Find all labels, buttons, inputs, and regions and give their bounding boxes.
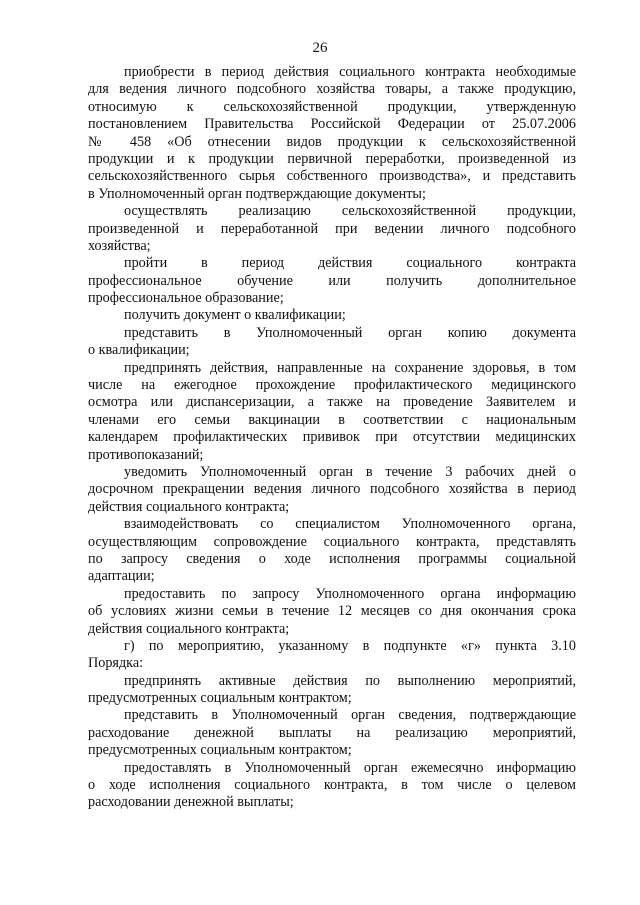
text-line: об условиях жизни семьи в течение 12 месяцев со дня окончания срока <box>88 603 576 620</box>
text-line: профессиональное образование; <box>88 290 284 307</box>
document-body <box>88 64 576 812</box>
text-line: представить в Уполномоченный орган копию документа <box>124 324 576 341</box>
text-line: хозяйства; <box>88 237 151 254</box>
text-line: представить в Уполномоченный орган сведения, подтверждающие <box>124 707 576 724</box>
text-line: по запросу сведения о ходе исполнения программы социальной <box>88 550 576 567</box>
text-line: предпринять действия, направленные на сохранение здоровья, в том <box>124 359 576 376</box>
text-line: осуществляющим сопровождение социального контракта, представлять <box>88 533 576 550</box>
text-line: расходовании денежной выплаты; <box>88 794 294 811</box>
text-line: предусмотренных социальным контрактом; <box>88 742 352 759</box>
text-line: Порядка: <box>88 655 144 672</box>
text-line: относимую к сельскохозяйственной продукции, утвержденную <box>88 98 576 115</box>
text-line: о квалификации; <box>88 342 190 359</box>
text-line: предпринять активные действия по выполнению мероприятий, <box>124 672 576 689</box>
text-line: действия социального контракта; <box>88 498 290 515</box>
text-line: предоставить по запросу Уполномоченного органа информацию <box>124 585 576 602</box>
text-line: числе на ежегодное прохождение профилактического медицинского <box>88 377 576 394</box>
text-line: о ходе исполнения социального контракта, в том числе о целевом <box>88 777 576 794</box>
text-line: № 458 «Об отнесении видов продукции к сельскохозяйственной <box>88 133 576 150</box>
text-line: для ведения личного подсобного хозяйства товары, а также продукцию, <box>88 81 576 98</box>
text-line: сельскохозяйственного сырья собственного производства», и представить <box>88 168 576 185</box>
text-line: календарем профилактических прививок при отсутствии медицинских <box>88 429 576 446</box>
text-line: приобрести в период действия социального контракта необходимые <box>124 64 576 80</box>
text-line: предоставлять в Уполномоченный орган ежемесячно информацию <box>124 759 576 776</box>
text-line: расходование денежной выплаты на реализацию мероприятий, <box>88 724 576 741</box>
text-line: взаимодействовать со специалистом Уполномоченного органа, <box>124 516 576 533</box>
text-line: пройти в период действия социального контракта <box>124 255 576 272</box>
text-line: продукции и к продукции первичной переработки, произведенной из <box>88 150 576 167</box>
text-line: постановлением Правительства Российской Федерации от 25.07.2006 <box>88 116 576 133</box>
text-line: адаптации; <box>88 568 155 585</box>
text-line: досрочном прекращении ведения личного подсобного хозяйства в период <box>88 481 576 498</box>
text-line: в Уполномоченный орган подтверждающие документы; <box>88 185 426 202</box>
text-line: профессиональное обучение или получить дополнительное <box>88 272 576 289</box>
text-line: предусмотренных социальным контрактом; <box>88 690 352 707</box>
text-line: действия социального контракта; <box>88 620 290 637</box>
text-line: уведомить Уполномоченный орган в течение 3 рабочих дней о <box>124 463 576 480</box>
page-number: 26 <box>312 40 328 56</box>
text-line: противопоказаний; <box>88 446 204 463</box>
text-line: произведенной и переработанной при ведении личного подсобного <box>88 220 576 237</box>
text-line: членами его семьи вакцинации в соответствии с национальным <box>88 411 576 428</box>
text-line: г) по мероприятию, указанному в подпункте «г» пункта 3.10 <box>124 637 576 654</box>
text-line: получить документ о квалификации; <box>124 307 346 324</box>
text-line: осмотра или диспансеризации, а также на проведение Заявителем и <box>88 394 576 411</box>
text-line: осуществлять реализацию сельскохозяйственной продукции, <box>124 203 576 220</box>
